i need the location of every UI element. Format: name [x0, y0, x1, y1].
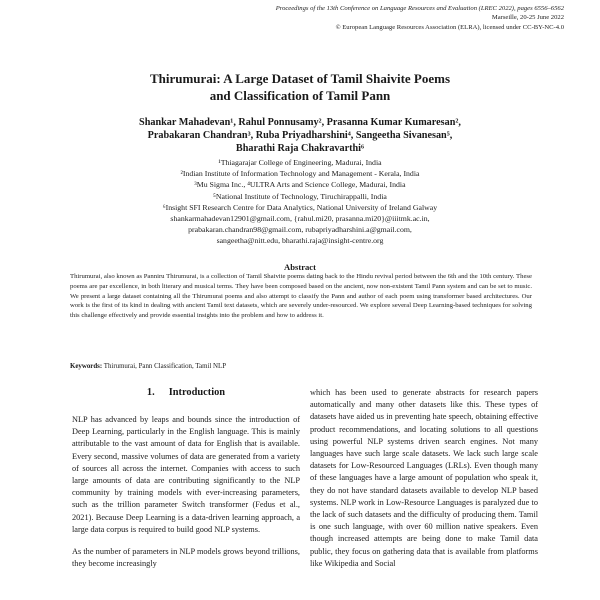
- proceedings-line: Proceedings of the 13th Conference on Language Resources and Evaluation (LREC 2022), pages 6556–6562: [275, 5, 564, 12]
- title-line-1: Thirumurai: A Large Dataset of Tamil Shaivite Poems: [149, 71, 451, 86]
- keywords-label: Keywords:: [70, 363, 103, 370]
- section-heading: [72, 386, 300, 400]
- affiliation-4: ⁵National Institute of Technology, Tiruchirappalli, India: [213, 191, 387, 201]
- affiliation-2: ²Indian Institute of Information Technology and Management - Kerala, India: [180, 169, 420, 179]
- keywords-text: Thirumurai, Pann Classification, Tamil NLP: [103, 363, 227, 370]
- authors-line-2: Prabakaran Chandran³, Ruba Priyadharshini⁴, Sangeetha Sivanesan⁵,: [147, 130, 453, 141]
- intro-paragraph-3: which has been used to generate abstracts for research papers automatically and many other datasets like this. These types of datasets have aided us in preventing hate speech, obtaining effective product recommendations, and locating solutions to all questions using powerful NLP systems driven search engines. Not many languages have such large scale datasets. We lack such large scale datasets for Low-Resourced Languages (LRLs). Even though many of these languages have a large amount of population who speak it, they do not have standard datasets available to develop NLP based systems. NLP work in Low-Resource Languages is paralyzed due to the lack of such datasets and the difficulty of producing them. Tamil is one such language, with over 60 million native speakers. Even though increased attempts are being done to make Tamil data public, they focus on gathering data that is available from platforms like Wikipedia and Social: [310, 388, 538, 568]
- left-column: [72, 386, 300, 580]
- intro-paragraph-1: NLP has advanced by leaps and bounds since the introduction of Deep Learning, particularly in the English language. This is mainly attributable to the vast amount of data for English that is available. Every second, massive volumes of data are generated from a variety of sources all across the internet. Companies with access to such large amounts of data are contributing significantly to the NLP community by training models with ever-increasing parameters, such as the trillion parameter Switch transformer (Fedus et al., 2021). Because Deep Learning is a data-driven learning approach, a large data corpus is required to build good NLP systems.: [72, 415, 300, 534]
- title-line-2: and Classification of Tamil Pann: [209, 88, 391, 103]
- affiliations: [40, 157, 560, 247]
- proceedings-header: [184, 4, 564, 32]
- keywords: [70, 362, 540, 371]
- authors-line-1: Shankar Mahadevan¹, Rahul Ponnusamy², Prasanna Kumar Kumaresan²,: [139, 117, 461, 128]
- venue-line: Marseille, 20-25 June 2022: [491, 14, 564, 22]
- section-number: 1.: [146, 387, 155, 398]
- intro-paragraph-2: As the number of parameters in NLP models grows beyond trillions, they become increasingly: [72, 547, 300, 569]
- paper-title: [0, 70, 600, 104]
- affiliation-1: ¹Thiagarajar College of Engineering, Madurai, India: [218, 158, 382, 167]
- author-emails-1: shankarmahadevan12901@gmail.com, {rahul.mi20, prasanna.mi20}@iiitmk.ac.in,: [170, 214, 430, 224]
- affiliation-5: ⁶Insight SFI Research Centre for Data Analytics, National University of Ireland Galway: [162, 202, 438, 212]
- author-emails-3: sangeetha@nitt.edu, bharathi.raja@insight-centre.org: [216, 236, 384, 246]
- abstract-text: Thirumurai, also known as Panniru Thirumurai, is a collection of Tamil Shaivite poems dating back to the Hindu revival period between the 6th and the 10th century. These poems are par excellence, in both literary and musical terms. They have been composed based on the ancient, now non-existent Tamil Pann system and can be set to music. We present a large dataset containing all the Thirumurai poems and also attempt to classify the Pann and author of each poem using transformer based architectures. Our work is the first of its kind in dealing with ancient Tamil text datasets, which are severely under-resourced. We explore several Deep Learning-based techniques for solving this challenge effectively and provide essential insights into the problem and how to address it.: [70, 273, 532, 320]
- abstract-heading: Abstract: [284, 262, 316, 272]
- section-title: Introduction: [168, 387, 226, 398]
- authors-line-3: Bharathi Raja Chakravarthi⁶: [235, 143, 365, 154]
- affiliation-3: ³Mu Sigma Inc., ⁴ULTRA Arts and Science College, Madurai, India: [194, 180, 406, 190]
- author-list: [60, 116, 540, 155]
- author-emails-2: prabakaran.chandran98@gmail.com, rubapriyadharshini.a@gmail.com,: [188, 225, 412, 235]
- license-line: © European Language Resources Association (ELRA), licensed under CC-BY-NC-4.0: [335, 23, 564, 31]
- right-column: [310, 387, 538, 580]
